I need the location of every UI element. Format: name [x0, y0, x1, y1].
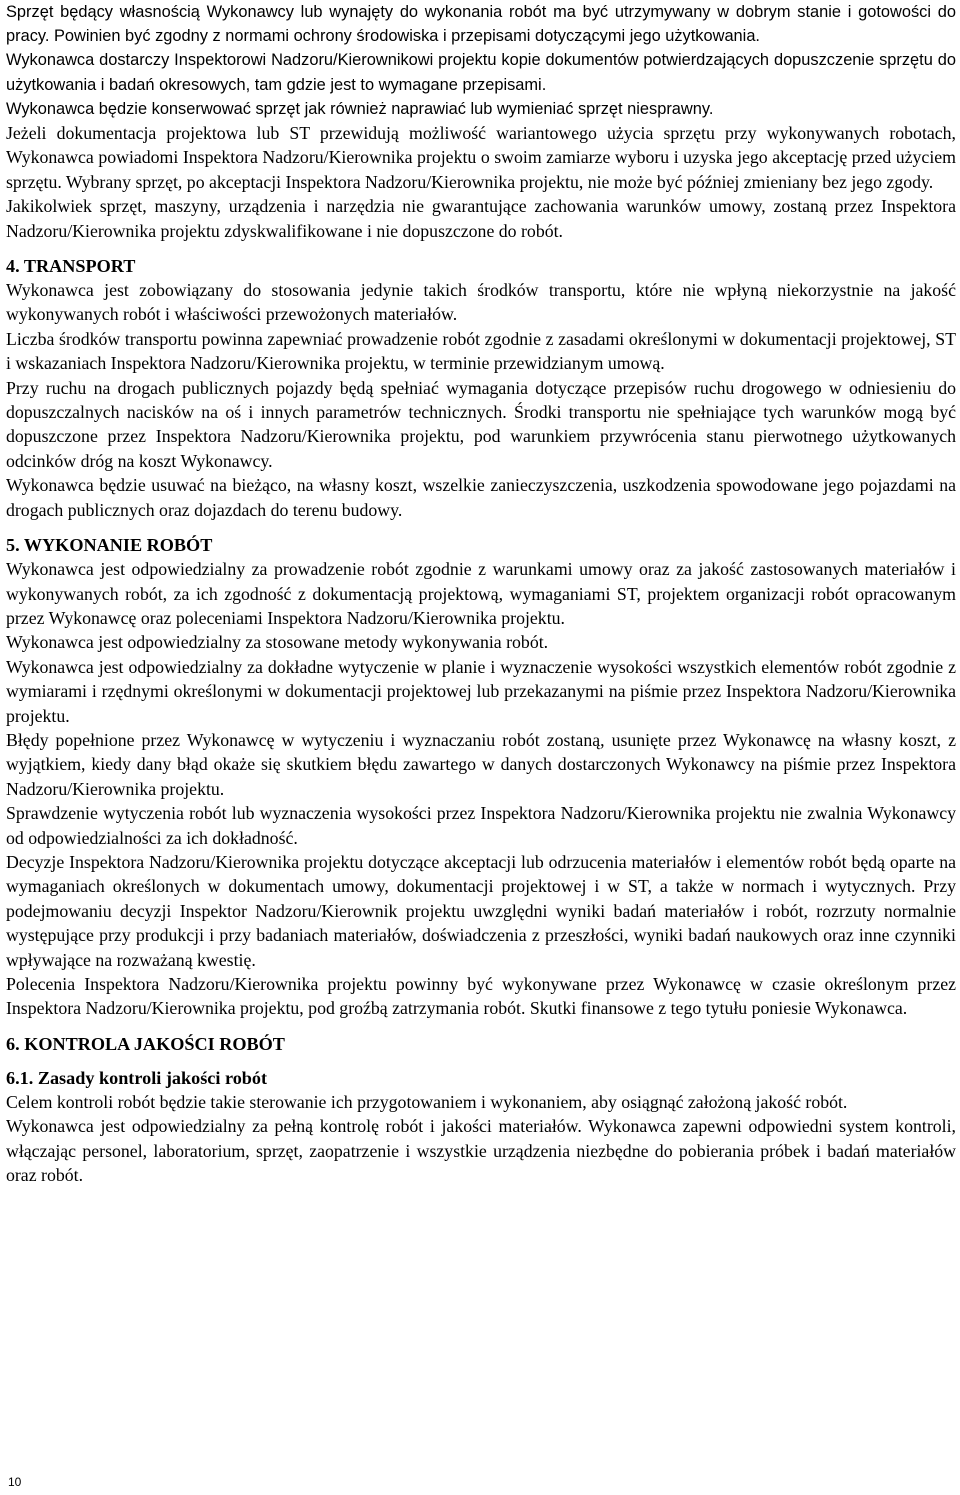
spacer [6, 522, 956, 533]
paragraph-transport-public-roads: Przy ruchu na drogach publicznych pojazdy będą spełniać wymagania dotyczące przepisów ruchu drogowego w odniesieniu do dopuszczalnych nacisków na oś i innych parametrów technicznych. Środki transportu nie spełniające tych warunków mogą być dopuszczone przez Inspektora Nadzoru/Kierownika projektu, pod warunkiem przywrócenia stanu pierwotnego użytkowanych odcinków dróg na koszt Wykonawcy. [6, 377, 956, 471]
paragraph-execution-decisions: Decyzje Inspektora Nadzoru/Kierownika projektu dotyczące akceptacji lub odrzucenia materiałów i elementów robót będą oparte na wymaganiach określonych w dokumentach umowy, dokumentacji projektowej i w ST, a także w normach i wytycznych. Przy podejmowaniu decyzji Inspektor Nadzoru/Kierownik projektu uwzględni wyniki badań materiałów i robót, rozrzuty normalnie występujące przy produkcji i przy badaniach materiałów, doświadczenia z przeszłości, wyniki badań naukowych oraz inne czynniki wpływające na rozważaną kwestię. [6, 851, 956, 970]
paragraph-transport-cleanup: Wykonawca będzie usuwać na bieżąco, na własny koszt, wszelkie zanieczyszczenia, uszkodzenia spowodowane jego pojazdami na drogach publicznych oraz dojazdach do terenu budowy. [6, 475, 956, 520]
paragraph-execution-layout: Wykonawca jest odpowiedzialny za dokładne wytyczenie w planie i wyznaczenie wysokości wszystkich elementów robót zgodnie z wymiarami i rzędnymi określonymi w dokumentacji projektowej lub przekazanymi na piśmie przez Inspektora Nadzoru/Kierownika projektu. [6, 656, 956, 726]
paragraph-quality-responsibility: Wykonawca jest odpowiedzialny za pełną kontrolę robót i jakości materiałów. Wykonawca zapewni odpowiedni system kontroli, włączając personel, laboratorium, sprzęt, zaopatrzenie i wszystkie urządzenia niezbędne do pobierania próbek i badań materiałów oraz robót. [6, 1116, 956, 1186]
section-heading-execution: 5. WYKONANIE ROBÓT [6, 535, 213, 556]
paragraph-equipment-documents: Wykonawca dostarczy Inspektorowi Nadzoru/Kierownikowi projektu kopie dokumentów potwierdzających dopuszczenie sprzętu do użytkowania i badań okresowych, tam gdzie jest to wymagane przepisami. [6, 51, 956, 94]
spacer [6, 243, 956, 254]
paragraph-transport-count: Liczba środków transportu powinna zapewniać prowadzenie robót zgodnie z zasadami określonymi w dokumentacji projektowej, ST i wskazaniach Inspektora Nadzoru/Kierownika projektu, w terminie przewidzianym umową. [6, 328, 956, 374]
paragraph-execution-orders: Polecenia Inspektora Nadzoru/Kierownika projektu powinny być wykonywane przez Wykonawcę w czasie określonym przez Inspektora Nadzoru/Kierownika projektu, pod groźbą zatrzymania robót. Skutki finansowe z tego tytułu poniesie Wykonawca. [6, 974, 956, 1019]
paragraph-quality-goal: Celem kontroli robót będzie takie sterowanie ich przygotowaniem i wykonaniem, aby osiągnąć założoną jakość robót. [6, 1091, 848, 1112]
subsection-heading-quality-principles: 6.1. Zasady kontroli jakości robót [6, 1067, 268, 1088]
page-number: 10 [8, 1475, 22, 1489]
section-heading-quality-control: 6. KONTROLA JAKOŚCI ROBÓT [6, 1033, 285, 1054]
section-heading-transport: 4. TRANSPORT [6, 256, 136, 277]
paragraph-execution-verification: Sprawdzenie wytyczenia robót lub wyznaczenia wysokości przez Inspektora Nadzoru/Kierownika projektu nie zwalnia Wykonawcy od odpowiedzialności za ich dokładność. [6, 803, 956, 848]
paragraph-transport-means: Wykonawca jest zobowiązany do stosowania jedynie takich środków transportu, które nie wpłyną niekorzystnie na jakość wykonywanych robót i właściwości przewożonych materiałów. [6, 280, 956, 325]
paragraph-equipment-maintenance: Wykonawca będzie konserwować sprzęt jak również naprawiać lub wymieniać sprzęt niesprawny. [6, 99, 714, 118]
paragraph-equipment-variant: Jeżeli dokumentacja projektowa lub ST przewidują możliwość wariantowego użycia sprzętu przy wykonywanych robotach, Wykonawca powiadomi Inspektora Nadzoru/Kierownika projektu o swoim zamiarze wyboru i uzyska jego akceptację przed użyciem sprzętu. Wybrany sprzęt, po akceptacji Inspektora Nadzoru/Kierownika projektu, nie może być później zmieniany bez jego zgody. [6, 123, 956, 192]
spacer [6, 1021, 956, 1032]
document-page [6, 0, 956, 1187]
paragraph-execution-responsibility: Wykonawca jest odpowiedzialny za prowadzenie robót zgodnie z warunkami umowy oraz za jakość zastosowanych materiałów i wykonywanych robót, za ich zgodność z dokumentacją projektową, wymaganiami ST, projektem organizacji robót opracowanym przez Wykonawcę oraz poleceniami Inspektora Nadzoru/Kierownika projektu. [6, 559, 956, 628]
spacer [6, 1056, 956, 1066]
paragraph-execution-errors: Błędy popełnione przez Wykonawcę w wytyczeniu i wyznaczaniu robót zostaną, usunięte przez Wykonawcę na własny koszt, z wyjątkiem, kiedy dany błąd okaże się skutkiem błędu zawartego w danych dostarczonych Wykonawcy na piśmie przez Inspektora Nadzoru/Kierownika projektu. [6, 729, 956, 799]
paragraph-equipment-condition: Sprzęt będący własnością Wykonawcy lub wynajęty do wykonania robót ma być utrzymywany w dobrym stanie i gotowości do pracy. Powinien być zgodny z normami ochrony środowiska i przepisami dotyczącymi jego użytkowania. [6, 3, 956, 46]
paragraph-execution-methods: Wykonawca jest odpowiedzialny za stosowane metody wykonywania robót. [6, 632, 549, 653]
paragraph-equipment-disqualified: Jakikolwiek sprzęt, maszyny, urządzenia i narzędzia nie gwarantujące zachowania warunków umowy, zostaną przez Inspektora Nadzoru/Kierownika projektu zdyskwalifikowane i nie dopuszczone do robót. [6, 196, 956, 241]
